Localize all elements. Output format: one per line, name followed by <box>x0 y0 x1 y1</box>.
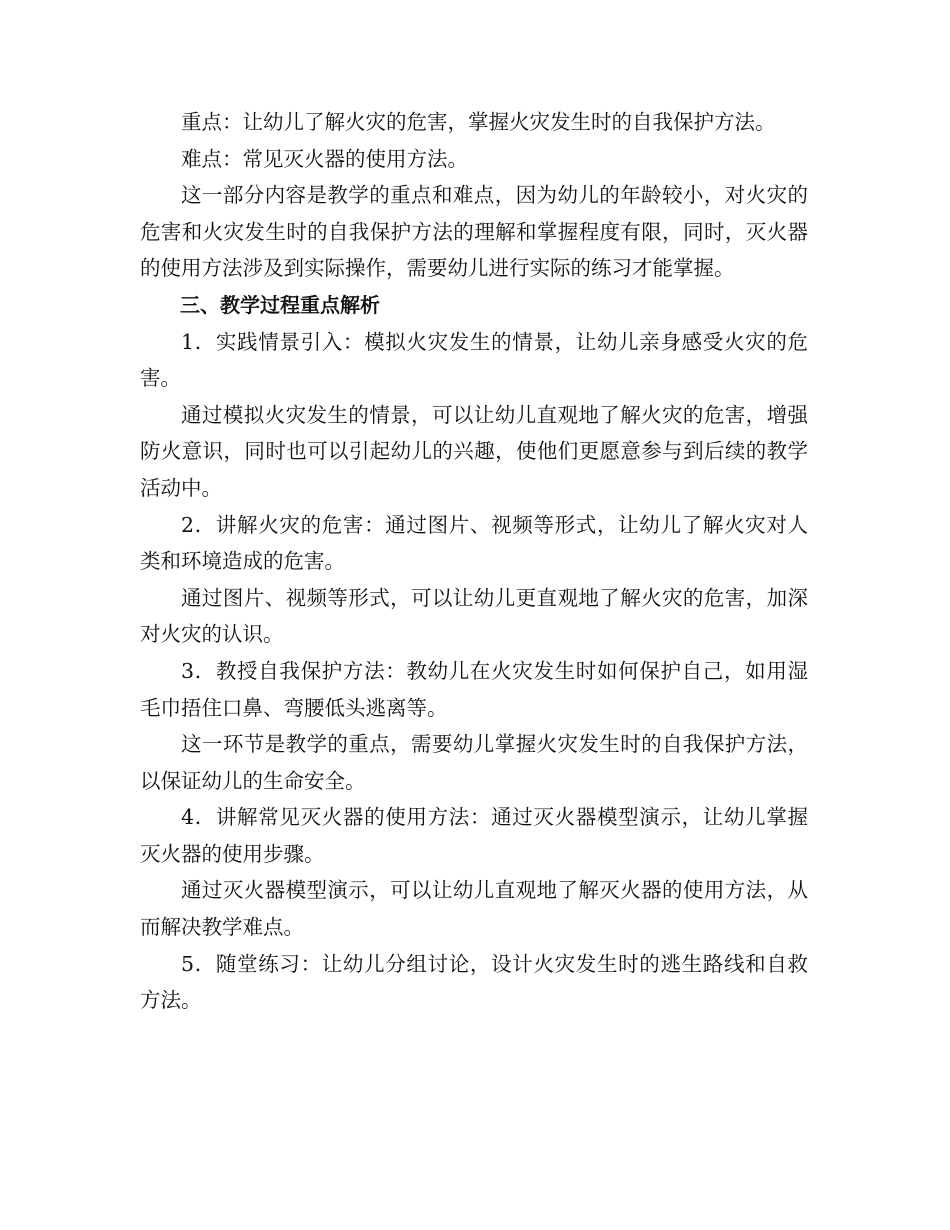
difficulty-paragraph: 难点：常见灭火器的使用方法。 <box>181 146 468 171</box>
step-1-paragraph: 1．实践情景引入：模拟火灾发生的情景，让幼儿亲身感受火灾的危害。 <box>140 329 808 391</box>
section-heading: 三、教学过程重点解析 <box>180 292 380 317</box>
step-2-paragraph: 2．讲解火灾的危害：通过图片、视频等形式，让幼儿了解火灾对人类和环境造成的危害。 <box>140 512 808 574</box>
step-4-paragraph: 4．讲解常见灭火器的使用方法：通过灭火器模型演示，让幼儿掌握灭火器的使用步骤。 <box>140 805 808 866</box>
step-3-analysis-paragraph: 这一环节是教学的重点，需要幼儿掌握火灾发生时的自我保护方法，以保证幼儿的生命安全。 <box>140 732 808 793</box>
step-4-analysis-paragraph: 通过灭火器模型演示，可以让幼儿直观地了解灭火器的使用方法，从而解决教学难点。 <box>140 878 808 940</box>
step-1-analysis-paragraph: 通过模拟火灾发生的情景，可以让幼儿直观地了解火灾的危害，增强防火意识，同时也可以引起幼儿的兴趣，使他们更愿意参与到后续的教学活动中。 <box>140 402 808 500</box>
explanation-paragraph: 这一部分内容是教学的重点和难点，因为幼儿的年龄较小，对火灾的危害和火灾发生时的自我保护方法的理解和掌握程度有限，同时，灭火器的使用方法涉及到实际操作，需要幼儿进行实际的练习才能掌握。 <box>140 183 808 281</box>
step-5-paragraph: 5．随堂练习：让幼儿分组讨论，设计火灾发生时的逃生路线和自救方法。 <box>140 951 808 1013</box>
step-3-paragraph: 3．教授自我保护方法：教幼儿在火灾发生时如何保护自己，如用湿毛巾捂住口鼻、弯腰低头逃离等。 <box>140 658 808 720</box>
document-page <box>140 104 808 1019</box>
step-2-analysis-paragraph: 通过图片、视频等形式，可以让幼儿更直观地了解火灾的危害，加深对火灾的认识。 <box>140 585 808 647</box>
key-point-paragraph: 重点：让幼儿了解火灾的危害，掌握火灾发生时的自我保护方法。 <box>181 110 776 134</box>
